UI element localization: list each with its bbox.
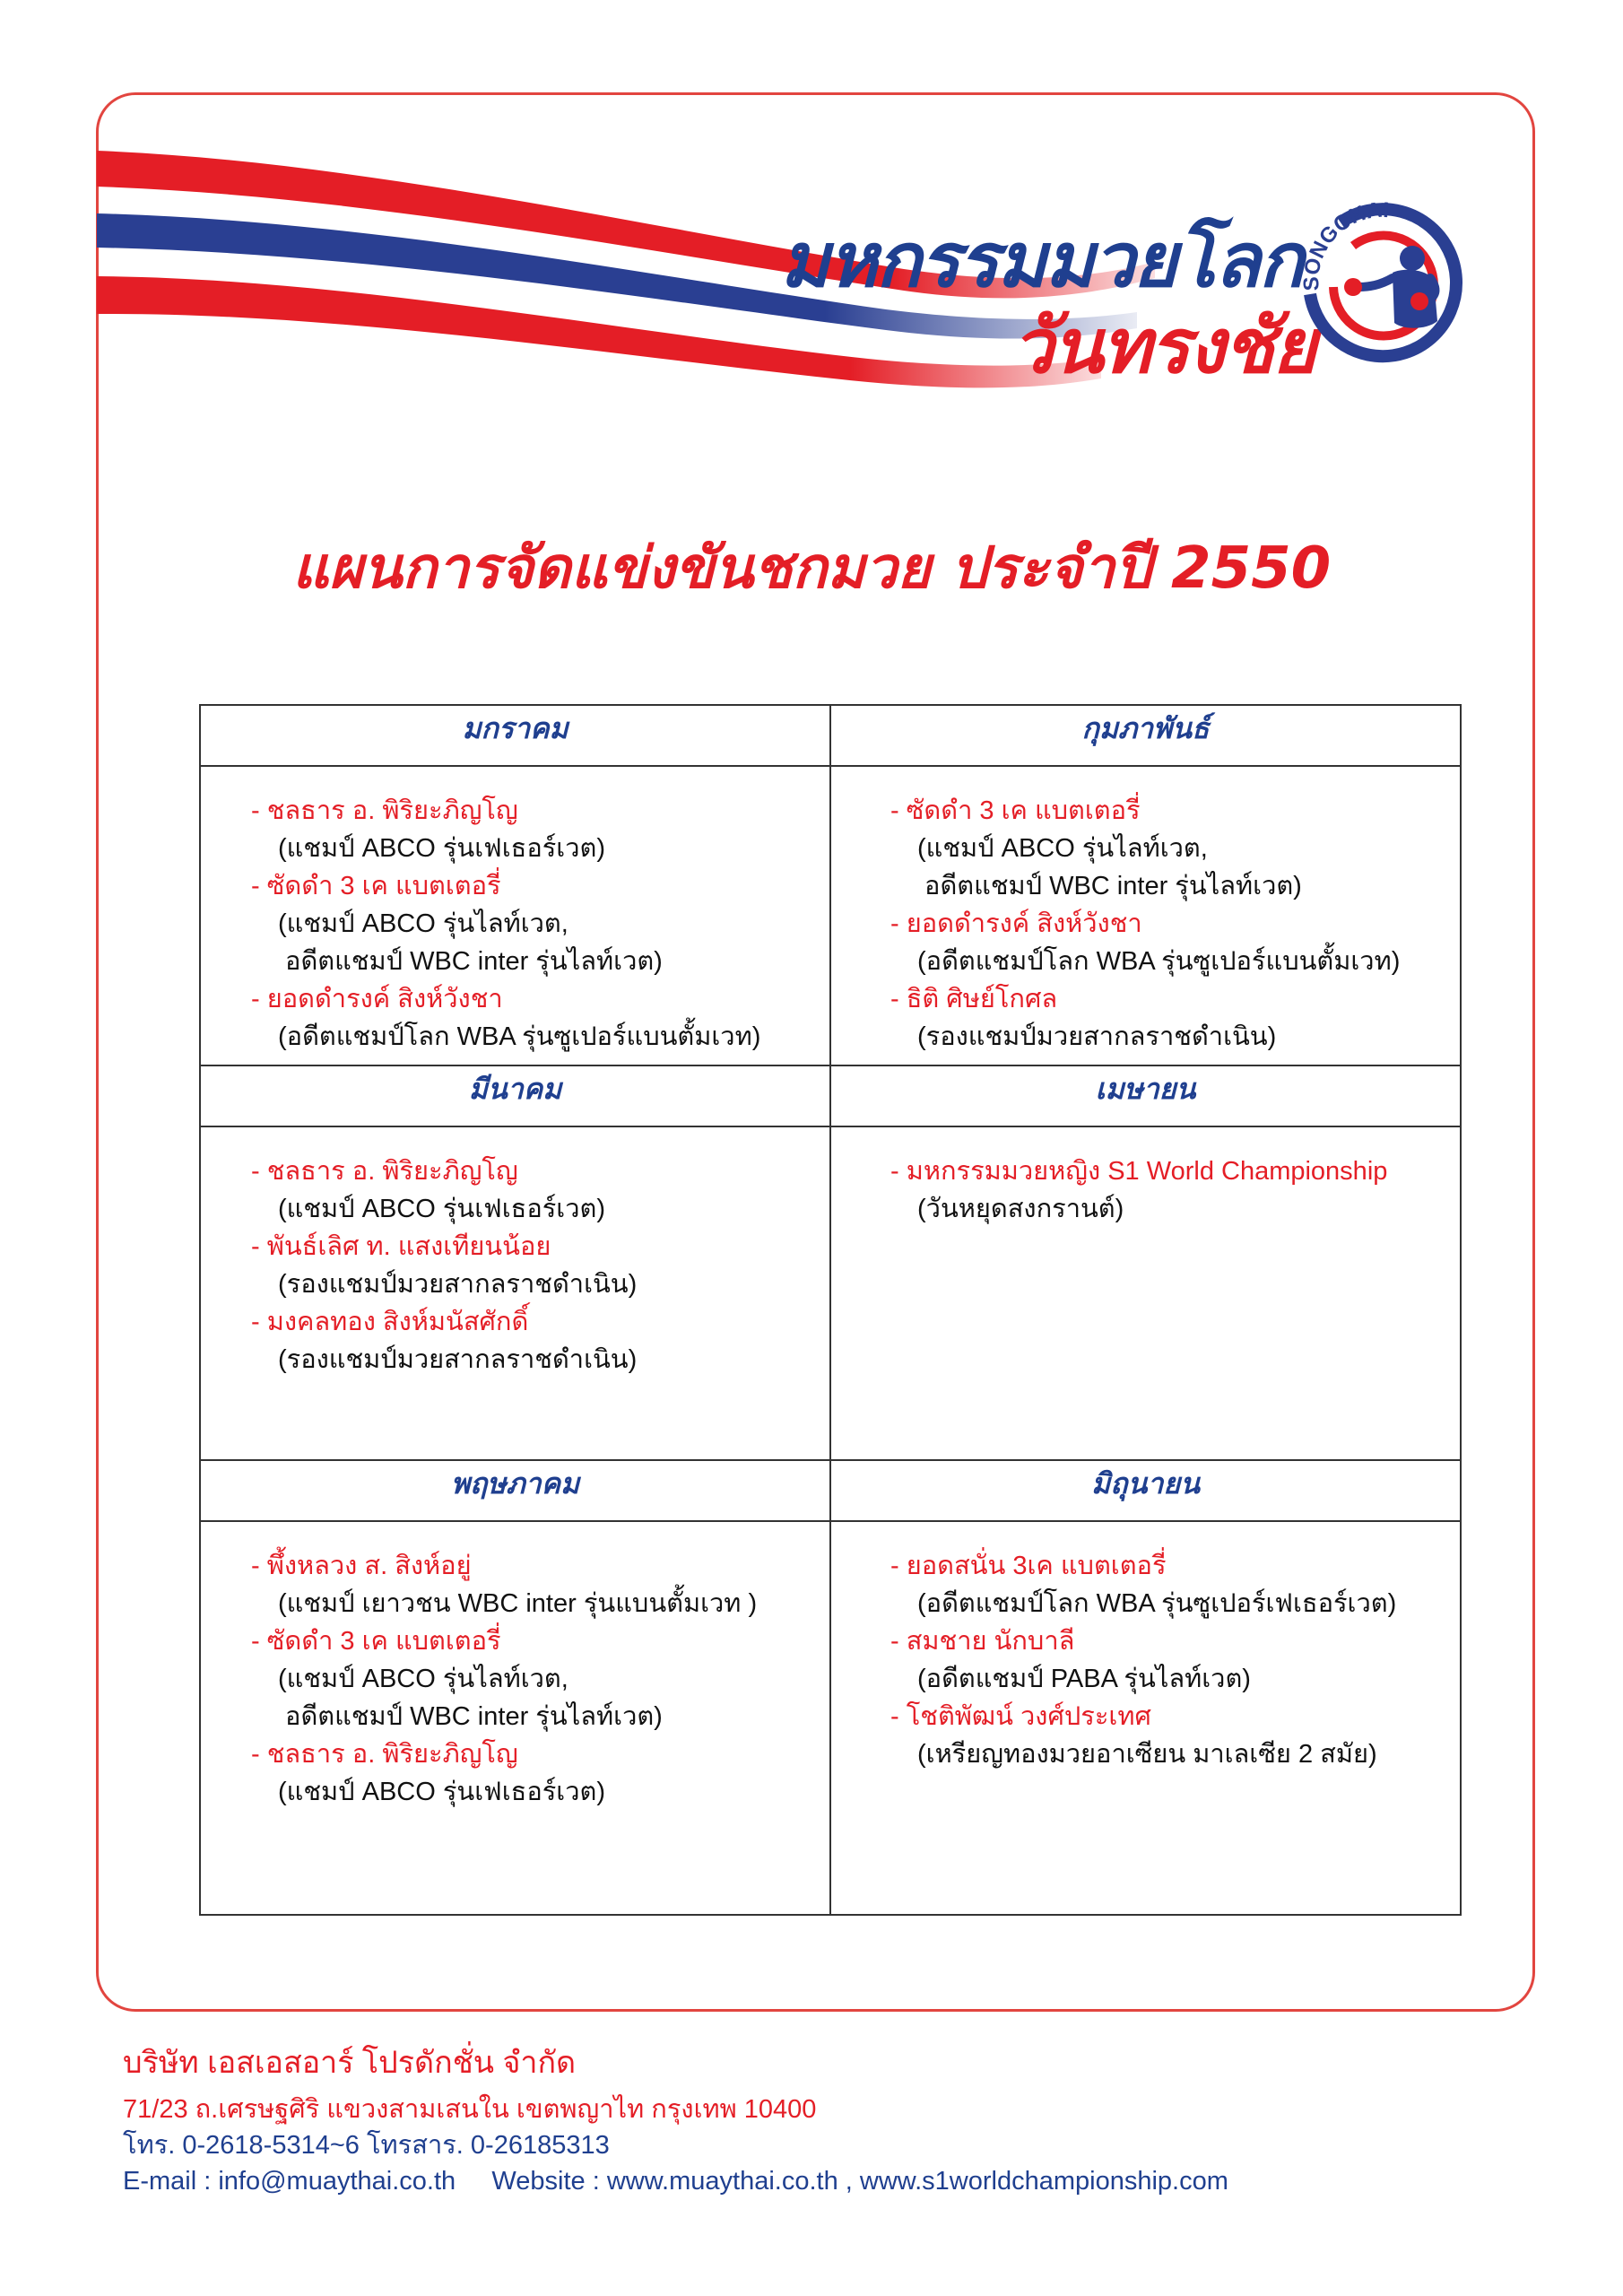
fighter-entry	[890, 1698, 1460, 1773]
fighter-name: - ซัดดำ 3 เค แบตเตอรี่	[890, 796, 1141, 825]
badge-text: SONGCHAI	[1299, 197, 1390, 291]
fighter-title-note: (รองแชมป์มวยสากลราชดำเนิน)	[917, 1022, 1277, 1051]
fighter-entry	[251, 1622, 829, 1735]
songchai-logo-badge	[1287, 187, 1480, 379]
fighter-title-note: (อดีตแชมป์ PABA รุ่นไลท์เวต)	[917, 1665, 1251, 1693]
fighter-name: - ยอดดำรงค์ สิงห์วังชา	[890, 909, 1142, 938]
fighter-entry	[251, 1152, 829, 1228]
month-cell	[201, 767, 829, 1056]
fighter-entry	[251, 792, 829, 867]
svg-text:SONGCHAI	[1299, 198, 1389, 291]
fighter-entry	[890, 1622, 1460, 1698]
company-address: 71/23 ถ.เศรษฐศิริ แขวงสามเสนใน เขตพญาไท กรุงเทพ 10400	[123, 2095, 817, 2124]
fighter-title-note: (แชมป์ ABCO รุ่นเฟเธอร์เวต)	[278, 834, 605, 863]
company-footer	[123, 2038, 1228, 2199]
fighter-name: - มงคลทอง สิงห์มนัสศักดิ์	[251, 1308, 529, 1336]
fighter-name: - ชลธาร อ. พิริยะภิญโญ	[251, 1740, 518, 1769]
fighter-title-note: (รองแชมป์มวยสากลราชดำเนิน)	[278, 1345, 638, 1374]
fighter-name: - ธิติ ศิษย์โกศล	[890, 985, 1058, 1013]
fighter-title-note: (วันหยุดสงกรานต์)	[917, 1195, 1124, 1223]
fighter-name: - พันธ์เลิศ ท. แสงเทียนน้อย	[251, 1232, 551, 1261]
fighter-title-note: (แชมป์ ABCO รุ่นไลท์เวต,	[917, 834, 1208, 863]
month-cell	[201, 1522, 829, 1811]
month-cell	[831, 1522, 1460, 1773]
month-header-jan: มกราคม	[200, 705, 830, 766]
fighter-title-note: (อดีตแชมป์โลก WBA รุ่นซูเปอร์เฟเธอร์เวต)	[917, 1589, 1397, 1618]
fighter-entry	[890, 905, 1460, 980]
fighter-title-note: (แชมป์ เยาวชน WBC inter รุ่นแบนตั้มเวท )	[278, 1589, 758, 1618]
fighter-name: - ชลธาร อ. พิริยะภิญโญ	[251, 796, 518, 825]
boxer-icon	[1344, 246, 1437, 328]
company-name: บริษัท เอสเอสอาร์ โปรดักชั่น จำกัด	[123, 2046, 577, 2080]
month-cell	[831, 767, 1460, 1056]
fighter-entry	[890, 1152, 1460, 1228]
fighter-title-note: (แชมป์ ABCO รุ่นเฟเธอร์เวต)	[278, 1778, 605, 1806]
fighter-entry	[251, 980, 829, 1056]
fighter-entry	[251, 867, 829, 980]
fighter-name: - ยอดสนั่น 3เค แบตเตอรี่	[890, 1552, 1167, 1580]
fighter-title-note: อดีตแชมป์ WBC inter รุ่นไลท์เวต)	[278, 947, 663, 976]
fighter-entry	[890, 980, 1460, 1056]
month-header-jun: มิถุนายน	[830, 1460, 1461, 1521]
month-header-mar: มีนาคม	[200, 1065, 830, 1126]
fighter-name: - ชลธาร อ. พิริยะภิญโญ	[251, 1157, 518, 1186]
fighter-entry	[890, 1547, 1460, 1622]
fighter-name: - พึ้งหลวง ส. สิงห์อยู่	[251, 1552, 472, 1580]
logo-title-line1: มหกรรมมวยโลก	[780, 216, 1303, 304]
page-title: แผนการจัดแข่งขันชกมวย ประจำปี 2550	[291, 535, 1332, 602]
fighter-title-note: (แชมป์ ABCO รุ่นเฟเธอร์เวต)	[278, 1195, 605, 1223]
schedule-table	[199, 704, 1462, 1916]
fighter-title-note: (แชมป์ ABCO รุ่นไลท์เวต,	[278, 909, 568, 938]
month-cell	[201, 1127, 829, 1378]
fighter-title-note: อดีตแชมป์ WBC inter รุ่นไลท์เวต)	[917, 872, 1302, 900]
company-web-contact[interactable]: E-mail : info@muaythai.co.th Website : www.muaythai.co.th , www.s1worldchampionship.com	[123, 2167, 1228, 2196]
fighter-entry	[251, 1547, 829, 1622]
month-cell	[831, 1127, 1460, 1228]
fighter-name: - ซัดดำ 3 เค แบตเตอรี่	[251, 872, 501, 900]
fighter-entry	[251, 1303, 829, 1378]
fighter-title-note: (อดีตแชมป์โลก WBA รุ่นซูเปอร์แบนตั้มเวท)	[917, 947, 1401, 976]
fighter-title-note: (เหรียญทองมวยอาเซียน มาเลเซีย 2 สมัย)	[917, 1740, 1377, 1769]
fighter-name: - ซัดดำ 3 เค แบตเตอรี่	[251, 1627, 501, 1656]
fighter-name: - โชติพัฒน์ วงศ์ประเทศ	[890, 1702, 1151, 1731]
company-phone: โทร. 0-2618-5314~6 โทรสาร. 0-26185313	[123, 2131, 610, 2160]
fighter-title-note: (อดีตแชมป์โลก WBA รุ่นซูเปอร์แบนตั้มเวท)	[278, 1022, 761, 1051]
fighter-entry	[890, 792, 1460, 905]
fighter-title-note: (รองแชมป์มวยสากลราชดำเนิน)	[278, 1270, 638, 1299]
month-header-feb: กุมภาพันธ์	[830, 705, 1461, 766]
fighter-entry	[251, 1735, 829, 1811]
month-header-apr: เมษายน	[830, 1065, 1461, 1126]
fighter-entry	[251, 1228, 829, 1303]
fighter-name: - มหกรรมมวยหญิง S1 World Championship	[890, 1157, 1388, 1186]
fighter-name: - ยอดดำรงค์ สิงห์วังชา	[251, 985, 503, 1013]
fighter-title-note: อดีตแชมป์ WBC inter รุ่นไลท์เวต)	[278, 1702, 663, 1731]
fighter-name: - สมชาย นักบาลี	[890, 1627, 1075, 1656]
fighter-title-note: (แชมป์ ABCO รุ่นไลท์เวต,	[278, 1665, 568, 1693]
logo-title-line2: วันทรงชัย	[1011, 302, 1315, 390]
month-header-may: พฤษภาคม	[200, 1460, 830, 1521]
